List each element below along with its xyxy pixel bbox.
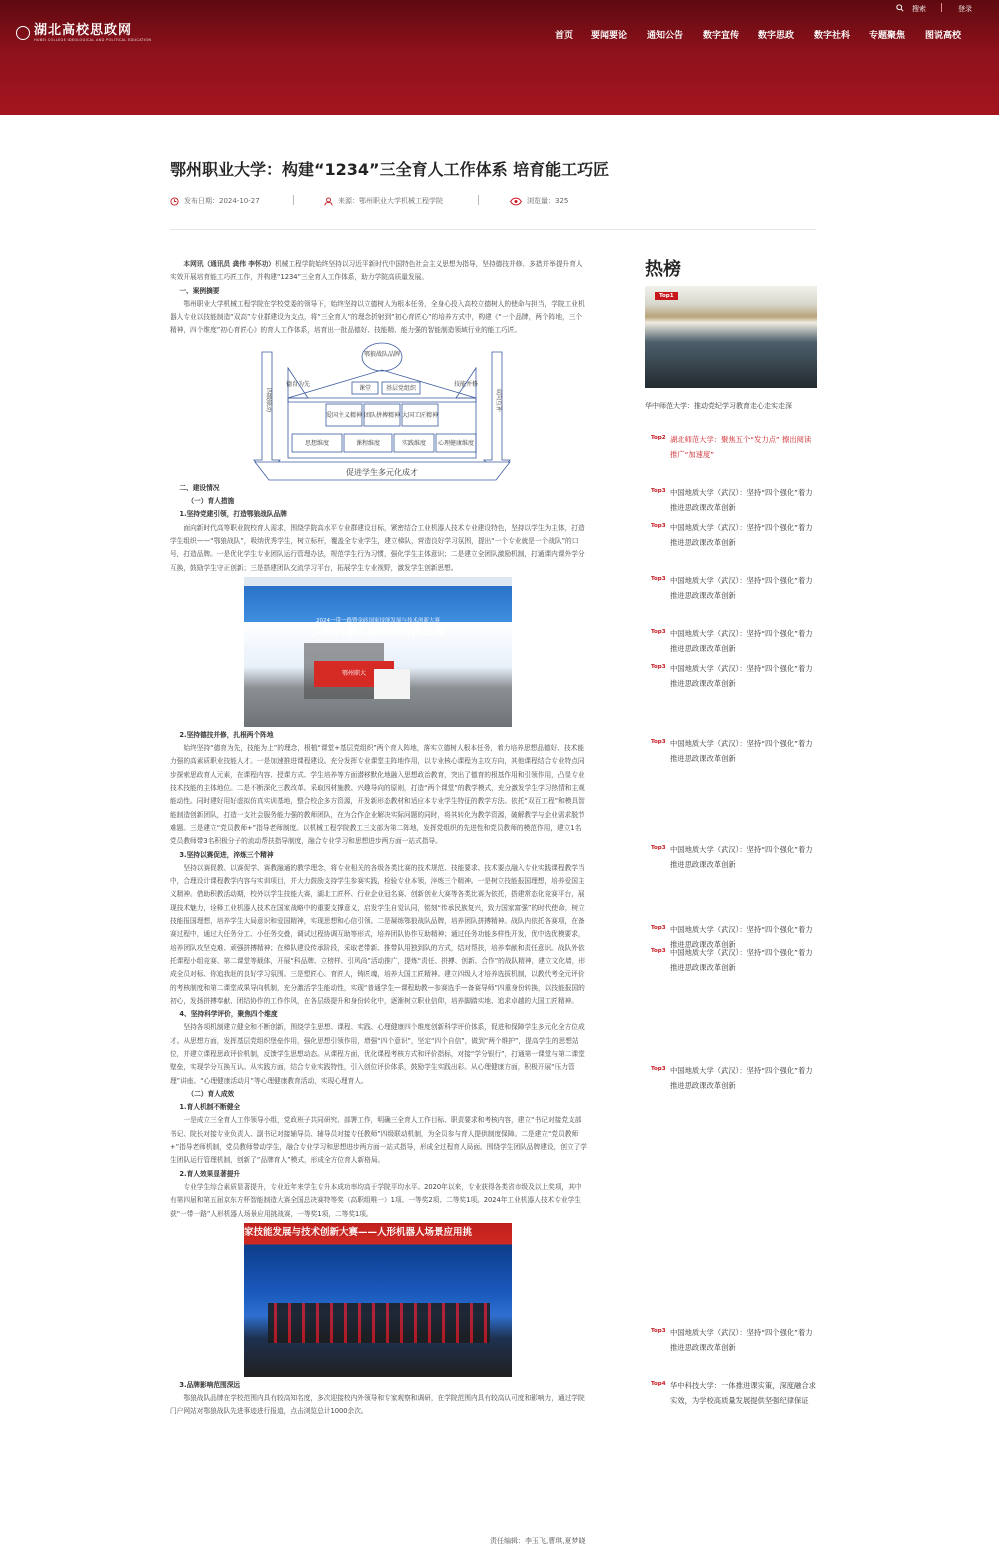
nav-item-notices[interactable]: 通知公告: [647, 31, 684, 41]
diagram-spirit2: 团队拼搏精神: [363, 411, 401, 419]
hot-item[interactable]: [651, 843, 817, 869]
section-heading: 一、案例摘要: [179, 286, 220, 295]
article-title: 鄂州职业大学：构建“1234”三全育人工作体系 培育能工巧匠: [170, 160, 610, 179]
paragraph: 专业学生综合素质显著提升，专业近年来学生专升本成功率均高于学院平均水平。2020年以来，专业获得各类省市级及以上奖项，其中有第四届和第五届京东方杯智能制造大赛全国总决赛特等奖（高职组唯一）1项、一等奖2项、二等奖1项。2024年工业机器人技术专业学生获“一带一路”人形机器人场景应用挑战赛，一等奖1项，二等奖1项。: [170, 1182, 582, 1218]
diagram-base: 基层党组织: [385, 384, 417, 392]
subsection-heading: 3.品牌影响范围深远: [179, 1380, 241, 1389]
hot-item-rank: Top3: [651, 739, 666, 745]
hot-item-title[interactable]: 中国地质大学（武汉）：坚持“四个强化”着力推进思政课改革创新: [670, 948, 813, 972]
diagram-dim2: 课程维度: [355, 439, 381, 447]
subsection-heading: 2.育人效果显著提升: [179, 1169, 241, 1178]
hot-item-rank: Top3: [651, 576, 666, 582]
hot-item[interactable]: [651, 737, 817, 763]
diagram-left-arrow: 四级联动: [265, 387, 272, 412]
hot-item-rank: Top3: [651, 664, 666, 670]
hot-item-rank: Top3: [651, 845, 666, 851]
diagram-dim1: 思想维度: [304, 439, 330, 447]
logo-name-en: HUBEI COLLEGE IDEOLOGICAL AND POLITICAL EDUCATION: [34, 38, 152, 42]
photo-title: 人形机器人场景应用挑战赛: [312, 624, 444, 638]
nav-item-digital-publicity[interactable]: 数字宣传: [703, 31, 740, 41]
diagram-moral: 德育为先: [285, 380, 311, 388]
paragraph: 鄂州职业大学机械工程学院在学校党委的领导下，始终坚持以立德树人为根本任务，全身心投入高校立德树人的使命与担当，学院工业机器人专业以技能制造“双高”专业群建设为支点，将“三全育人”的理念折射到“初心育匠心”的培养方式中，构建《“一个品牌，两个阵地，三个精神，四个维度”初心育匠心》的育人工作体系，培育出一批品德好、技能精、能力强的智能制造领域行业的能工巧匠。: [170, 299, 585, 335]
award-photo: [244, 1223, 512, 1377]
photo-award-winners: [268, 1303, 490, 1343]
paragraph: 一是成立三全育人工作领导小组，党政班子共同研究、部署工作，明确三全育人工作目标、职责要求和考核内容，建立“书记对接党支部书记、院长对接专业负责人、副书记对接辅导员、辅导员对接专任教师”四级联动机制，为全员参与育人提供制度保障。二是建立“党员教师+”指导老师机制，党员教师带动学生，融合专业学习和思想进步两方面一站式指导，形成全过程育人局面。围绕学生团队品牌建设，创立了学生团队运行管理机制，创新了“品牌育人”模式，形成全方位育人新格局。: [170, 1116, 587, 1165]
hot-item-title[interactable]: 中国地质大学（武汉）：坚持“四个强化”着力推进思政课改革创新: [670, 488, 813, 512]
system-diagram: [170, 340, 588, 480]
topbar-divider: [941, 3, 942, 12]
nav-item-digital-ideology[interactable]: 数字思政: [758, 31, 795, 41]
top1-caption[interactable]: 华中师范大学：推动党纪学习教育走心走实走深: [645, 402, 792, 410]
nav-item-digital-social-science[interactable]: 数字社科: [814, 31, 851, 41]
paragraph: 坚持以赛促教、以赛促学、赛教融通的教学理念，将专业相关的各级各类比赛的技术规范、技能要求、技术要点融入专业实践课程教学当中，合理设计课程教学内容与实训项目，并大力鼓励支持学生参赛实践，检验专业本领，淬炼三个精神。一是树立技能报国理想，培养爱国主义精神。借助积教活动期，校外以学生技能大赛，湖北工匠杯、行业企业冠名赛、创新创业大赛等各类比赛为依托，搭建常态化竞赛平台，展现技术魅力，诠释工业机器人技术在国家战略中的重要支撑意义，启发学生自觉认同，铭刻“传承民族复兴，致力国家富强”的时代使命，树立技能报国理想，培养学生大局意识和爱国精神，实现思想和心信引领。二是凝练鄂狼战队品牌，培养团队拼搏精神。战队内依托各赛项，在备赛过程中，通过大任务分工、小任务交叠，调试过程协调互助等形式，培养团队协作互助精神；通过任务功能多样性开发，优中选优模要求，培养团队攻坚克难、顽强拼搏精神；在梯队建设传承阶段，采取老带新、推带队用独到队的方式，结对帮扶，培养奉献和责任意识。战队外依托课程小组竞赛、第二课堂等载体，开展“科品牌、立榜样、引风尚”活动推广，提炼“责任、拼搏、创新、合作”的战队精神，建立文化墙，形成全员对标、你追我赶的良好学习氛围。三是塑匠心、育匠人，铸匠魂，培养大国工匠精神。建立四级人才培养选拔机制，以教代考全元评价的考核制度和第二课堂成果导向机制，充分激活学生能动性，实现“普通学生—课程助教—参赛选手—备赛导师”四重身份转换，以技能报国的初心，发扬拼搏奉献、团结协作的工作作风，在各层级提升和身份转化中，逐渐树立职业信仰，培养脚踏实地、追求卓越的大国工匠精神。: [170, 863, 586, 1005]
meta-divider: [478, 195, 479, 205]
diagram-base-text: 促进学生多元化成才: [346, 467, 418, 477]
view-count: [510, 196, 568, 206]
diagram-classroom: 课堂: [358, 384, 372, 392]
paragraph: 坚持各项机制建立健全和不断创新，围绕学生思想、课程、实践、心理健康四个维度创新科学评价体系，促进和保障学生多元化全方位成才。从思想方面，发挥基层党组织堡垒作用，强化思想引领作用，增强“四个意识”，坚定“四个自信”，做到“两个维护”，提高学生的思想站位，并建立课程思政评价机制，反馈学生思想动态。从课程方面，优化课程考核方式和评价指标，对接“学分银行”，打通第一课堂与第二课堂壁垒，实现学分互换互认。从实践方面，结合专业实践特性，引入创位评价体系，鼓励学生实践出彩。从心理健康方面，积极开展“压力管理”讲座、“心理健康活动月”等心理健康教育活动，实现心理育人。: [170, 1023, 585, 1085]
photo-flag: 鄂州职大: [314, 661, 394, 687]
title-divider: [170, 229, 816, 230]
top1-photo: [645, 286, 817, 388]
photo-banner: 2024一带一路暨金砖国家技能发展与技术创新大赛: [316, 617, 440, 624]
section-heading: 二、建设情况: [179, 483, 220, 492]
diagram-spirit1: 爱国主义精神: [325, 411, 363, 419]
diagram-skill: 技能并修: [453, 380, 479, 388]
hot-item-title[interactable]: 湖北师范大学：聚焦五个“发力点” 擦出阅读推广“加速度”: [670, 435, 812, 459]
hot-item[interactable]: [651, 486, 817, 512]
clock-icon: [170, 197, 179, 206]
paragraph: 面向新时代高等职业院校育人需求，围绕学院高水平专业群建设目标，紧密结合工业机器人技术专业建设特色，坚持以学生为主体，打造学生组织——“鄂狼战队”，吸纳优秀学生，树立标杆，覆盖全专业学生，建立梯队，营造良好学习氛围，提出“一个专业就是一个战队”的口号，打造品牌。一是优化学生专业团队运行管理办法，规范学生行为习惯，强化学生主体意识；二是建立全团队激励机制，打通课内课外学分互换，鼓励学生守正创新；三是搭建团队交流学习平台，拓展学生专业视野，激发学生创新思想。: [170, 523, 585, 572]
search-link[interactable]: 搜索: [912, 5, 926, 13]
publish-date: [170, 196, 260, 206]
hot-item-title[interactable]: 中国地质大学（武汉）：坚持“四个强化”着力推进思政课改革创新: [670, 523, 813, 547]
hot-item[interactable]: [651, 923, 817, 949]
hot-item-rank: Top3: [651, 629, 666, 635]
hot-item-title[interactable]: 中国地质大学（武汉）：坚持“四个强化”着力推进思政课改革创新: [670, 1328, 813, 1352]
source: [324, 196, 443, 206]
hot-item[interactable]: [651, 1379, 817, 1427]
diagram-right-arrow: 双向互补: [495, 387, 502, 412]
hot-item-title[interactable]: 中国地质大学（武汉）：坚持“四个强化”着力推进思政课改革创新: [670, 925, 813, 949]
hot-item-title[interactable]: 中国地质大学（武汉）：坚持“四个强化”着力推进思政课改革创新: [670, 1066, 813, 1090]
responsible-editor: 责任编辑：李玉飞,曹琪,夏梦晓: [490, 1537, 586, 1545]
hot-item[interactable]: [651, 662, 817, 688]
photo-banner-white: [374, 669, 410, 699]
photo-banner: 家技能发展与技术创新大赛——人形机器人场景应用挑: [244, 1226, 473, 1238]
hot-item[interactable]: [651, 521, 817, 547]
hot-list-title: 热榜: [645, 259, 681, 280]
subsection-heading: 3.坚持以赛促进，淬炼三个精神: [179, 850, 274, 859]
subsection-heading: 2.坚持德技并修，扎根两个阵地: [179, 730, 274, 739]
paragraph: 鄂狼战队品牌在学校范围内具有较高知名度，多次迎接校内外领导和专家观察和调研，在学院范围内具有较高认可度和影响力，通过学院门户网站对鄂狼战队先进事迹进行报道，点击浏览总计1000余次。: [170, 1394, 585, 1416]
view-count-text: 浏览量：325: [527, 197, 569, 205]
main-nav: [0, 28, 999, 42]
hot-item[interactable]: [651, 1064, 817, 1090]
hot-item-rank: Top3: [651, 488, 666, 494]
intro-lead: 本网讯（通讯员 龚伟 李怀功）: [183, 260, 275, 268]
subsection-heading: 4、坚持科学评价，聚焦四个维度: [179, 1010, 278, 1019]
search-icon[interactable]: [896, 4, 904, 12]
hot-item-title[interactable]: 华中科技大学：一体推进课实策，深度融合求实效，为学校高质量发展提供坚强纪律保证: [670, 1381, 816, 1405]
diagram-dim4: 心理健康维度: [437, 439, 475, 447]
nav-item-topics[interactable]: 专题聚焦: [869, 31, 906, 41]
intro-paragraph: [170, 258, 588, 285]
logo-name: 湖北高校思政网: [34, 23, 133, 38]
intro-text: 机械工程学院始终坚持以习近平新时代中国特色社会主义思想为指导，坚持德技并修、多措并举提升育人实效开展培育能工巧匠工作，并构建“1234”三全育人工作体系，助力学院高质量发展。: [170, 260, 583, 282]
hot-item-title[interactable]: 中国地质大学（武汉）：坚持“四个强化”着力推进思政课改革创新: [670, 576, 813, 600]
meta-divider: [293, 195, 294, 205]
hot-item-title[interactable]: 中国地质大学（武汉）：坚持“四个强化”着力推进思政课改革创新: [670, 845, 813, 869]
hot-item-title[interactable]: 中国地质大学（武汉）：坚持“四个强化”着力推进思政课改革创新: [670, 739, 813, 763]
hot-item[interactable]: [651, 627, 817, 653]
hot-item-title[interactable]: 中国地质大学（武汉）：坚持“四个强化”着力推进思政课改革创新: [670, 629, 813, 653]
hot-item-rank: Top2: [651, 435, 666, 441]
top-bar: [0, 0, 999, 16]
subsection-heading: 1.坚持党建引领，打造鄂狼战队品牌: [179, 510, 287, 519]
hot-item-rank: Top3: [651, 1328, 666, 1334]
source-text: 来源：鄂州职业大学机械工程学院: [338, 197, 443, 205]
publish-date-text: 发布日期：2024-10-27: [184, 197, 260, 205]
site-header: [0, 0, 999, 115]
diagram-brand: 鄂狼战队品牌: [363, 350, 401, 358]
hot-item-rank: Top3: [651, 523, 666, 529]
nav-item-campus-photos[interactable]: 图说高校: [925, 31, 962, 41]
subsection-heading: （一）育人措施: [187, 497, 235, 506]
hot-item[interactable]: [651, 574, 817, 600]
subsection-heading: 1.育人机制不断健全: [179, 1103, 241, 1112]
hot-item-rank: Top4: [651, 1381, 666, 1387]
paragraph: 始终坚持“德育为先，技能为上”的理念，根植“课堂+基层党组织”两个育人阵地，落实立德树人根本任务，着力培养思想品德好、技术能力强的高素质职业技能人才。一是加速推进课程建设。充分发挥专业课堂主阵地作用，以专业核心课程为主攻方向，其他课程结合专业特点同步探索思政育人元素，在课程内容、授课方式、学生培养等方面潜移默化地融入思想政治教育，突出了德育的根基作用和引领作用，凸显专业技术技能的主体地位。二是不断深化三教改革。采取因材施教、兴趣导向的原则，打造“两个课堂”的教学模式，充分激发学生学习热情和主观能动性。同时建好用好虚拟仿真实训基地，整合校企多方资源，开发新形态教材和适应本专业学生特征的教学方法。依托“双百工程”和模具智能制造创新团队，打造一支社会服务能力强的教师团队，在为合作企业解决实际问题的同时，将其转化为教学资源，破解教学与企业需求脱节难题。三是建立“党员教师+”指导老师制度。以机械工程学院教工三支部为第二阵地，发挥党组织的先进性和党员教师的模范作用，建立1名党员教师带3名积极分子的流动帮扶指导制度，融合专业学习和思想进步两方面一站式指导。: [170, 744, 585, 846]
nav-item-home[interactable]: 首页: [555, 31, 574, 41]
eye-icon: [510, 197, 522, 206]
article-body: [170, 258, 588, 1419]
system-diagram-svg: [170, 340, 588, 480]
login-link[interactable]: 登录: [958, 5, 972, 13]
top1-image[interactable]: [645, 286, 817, 388]
hot-item-rank: Top3: [651, 1066, 666, 1072]
hot-item[interactable]: [651, 433, 817, 465]
diagram-dim3: 实践维度: [401, 439, 427, 447]
hot-item[interactable]: [651, 1326, 817, 1358]
competition-photo: [244, 577, 512, 727]
hot-item-title[interactable]: 中国地质大学（武汉）：坚持“四个强化”着力推进思政课改革创新: [670, 664, 813, 688]
hot-item[interactable]: [651, 946, 817, 972]
user-icon: [324, 197, 333, 206]
nav-item-news[interactable]: 要闻要论: [591, 31, 628, 41]
hot-item-rank: Top3: [651, 925, 666, 931]
subsection-heading: （二）育人成效: [187, 1089, 235, 1098]
diagram-spirit3: 大国工匠精神: [401, 411, 439, 419]
top1-badge: Top1: [655, 292, 678, 300]
hot-item-rank: Top3: [651, 948, 666, 954]
